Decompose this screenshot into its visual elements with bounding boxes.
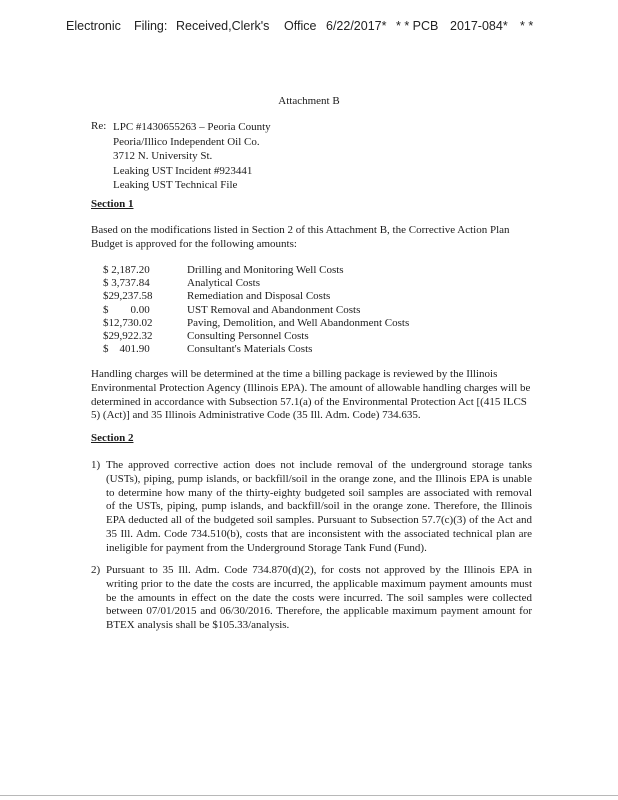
cost-label: Paving, Demolition, and Well Abandonment Costs (187, 316, 410, 329)
efiling-stamp-header (66, 19, 546, 37)
cost-row (103, 304, 409, 317)
item-text: The approved corrective action does not include removal of the underground storage tanks (USTs), piping, pump islands, or backfill/soil in the orange zone, and the Illinois EPA is unable to determine how many of the thirty-eighty budgeted soil samples are associated with removal of the USTs, piping, pump islands, and backfill/soil in the orange zone. Therefore, the Illinois EPA deducted all of the budgeted soil samples. Pursuant to Subsection 57.7(c)(3) of the Act and 35 Ill. Adm. Code 734.510(b), costs that are inconsistent with the associated technical plan are ineligible for payment from the Underground Storage Tank Fund (Fund). (106, 459, 532, 554)
re-line: LPC #1430655263 – Peoria County (113, 121, 271, 133)
cost-amount: $ 3,737.84 (103, 277, 150, 290)
cost-amount: $29,237.58 (103, 290, 153, 303)
re-line: Leaking UST Incident #923441 (113, 164, 253, 177)
page-bottom-edge (0, 795, 618, 796)
cost-amount: $29,922.32 (103, 330, 153, 343)
stamp-pcb: * * PCB (396, 19, 439, 33)
cost-amount: $12,730.02 (103, 316, 153, 329)
section-2-heading: Section 2 (91, 432, 134, 444)
re-block (113, 120, 271, 193)
item-number: 2) (91, 564, 101, 576)
cost-row (103, 290, 409, 303)
stamp-pcb-number: 2017-084* (450, 19, 508, 33)
stamp-office: Office (284, 19, 317, 33)
stamp-stars: * * (520, 19, 534, 33)
re-line: Peoria/Illico Independent Oil Co. (113, 135, 260, 148)
re-line: 3712 N. University St. (113, 150, 213, 162)
handling-charges-paragraph: Handling charges will be determined at the time a billing package is reviewed by the Illinois Environmental Protection Agency (Illinois EPA). The amount of allowable handling charges will be determined in accordance with Subsection 57.1(a) of the Environmental Protection Act [(415 ILCS 5) (Act)] and 35 Illinois Administrative Code (35 Ill. Adm. Code) 734.635. (91, 368, 531, 422)
cost-label: UST Removal and Abandonment Costs (187, 303, 361, 316)
stamp-filing: Filing: (134, 19, 168, 33)
cost-row (103, 317, 409, 330)
attachment-title: Attachment B (278, 95, 340, 107)
cost-row (103, 264, 409, 277)
re-label: Re: (91, 120, 107, 132)
cost-amount: $ 0.00 (103, 303, 150, 316)
stamp-date: 6/22/2017* (326, 19, 387, 33)
cost-row (103, 343, 409, 356)
cost-label: Consultant's Materials Costs (187, 343, 313, 356)
section-1-heading: Section 1 (91, 198, 134, 210)
cost-amount: $ 401.90 (103, 343, 150, 356)
section-1-intro: Based on the modifications listed in Section 2 of this Attachment B, the Corrective Action Plan Budget is approved for the following amounts: (91, 224, 510, 250)
cost-row (103, 330, 409, 343)
budget-cost-list (103, 264, 409, 356)
item-number: 1) (91, 459, 101, 471)
cost-row (103, 277, 409, 290)
stamp-electronic: Electronic (66, 19, 121, 33)
re-line: Leaking UST Technical File (113, 179, 238, 191)
item-text: Pursuant to 35 Ill. Adm. Code 734.870(d)(2), for costs not approved by the Illinois EPA in writing prior to the date the costs are incurred, the applicable maximum payment amounts must be the amounts in effect on the date the costs were incurred. The soil samples were collected between 07/01/2015 and 06/30/2016. Therefore, the applicable maximum payment amount for BTEX analysis shall be $105.33/analysis. (106, 564, 532, 632)
cost-label: Analytical Costs (187, 277, 261, 290)
stamp-received: Received,Clerk's (176, 19, 270, 33)
cost-label: Drilling and Monitoring Well Costs (187, 264, 344, 276)
cost-amount: $ 2,187.20 (103, 264, 150, 276)
cost-label: Remediation and Disposal Costs (187, 290, 331, 303)
cost-label: Consulting Personnel Costs (187, 330, 309, 343)
